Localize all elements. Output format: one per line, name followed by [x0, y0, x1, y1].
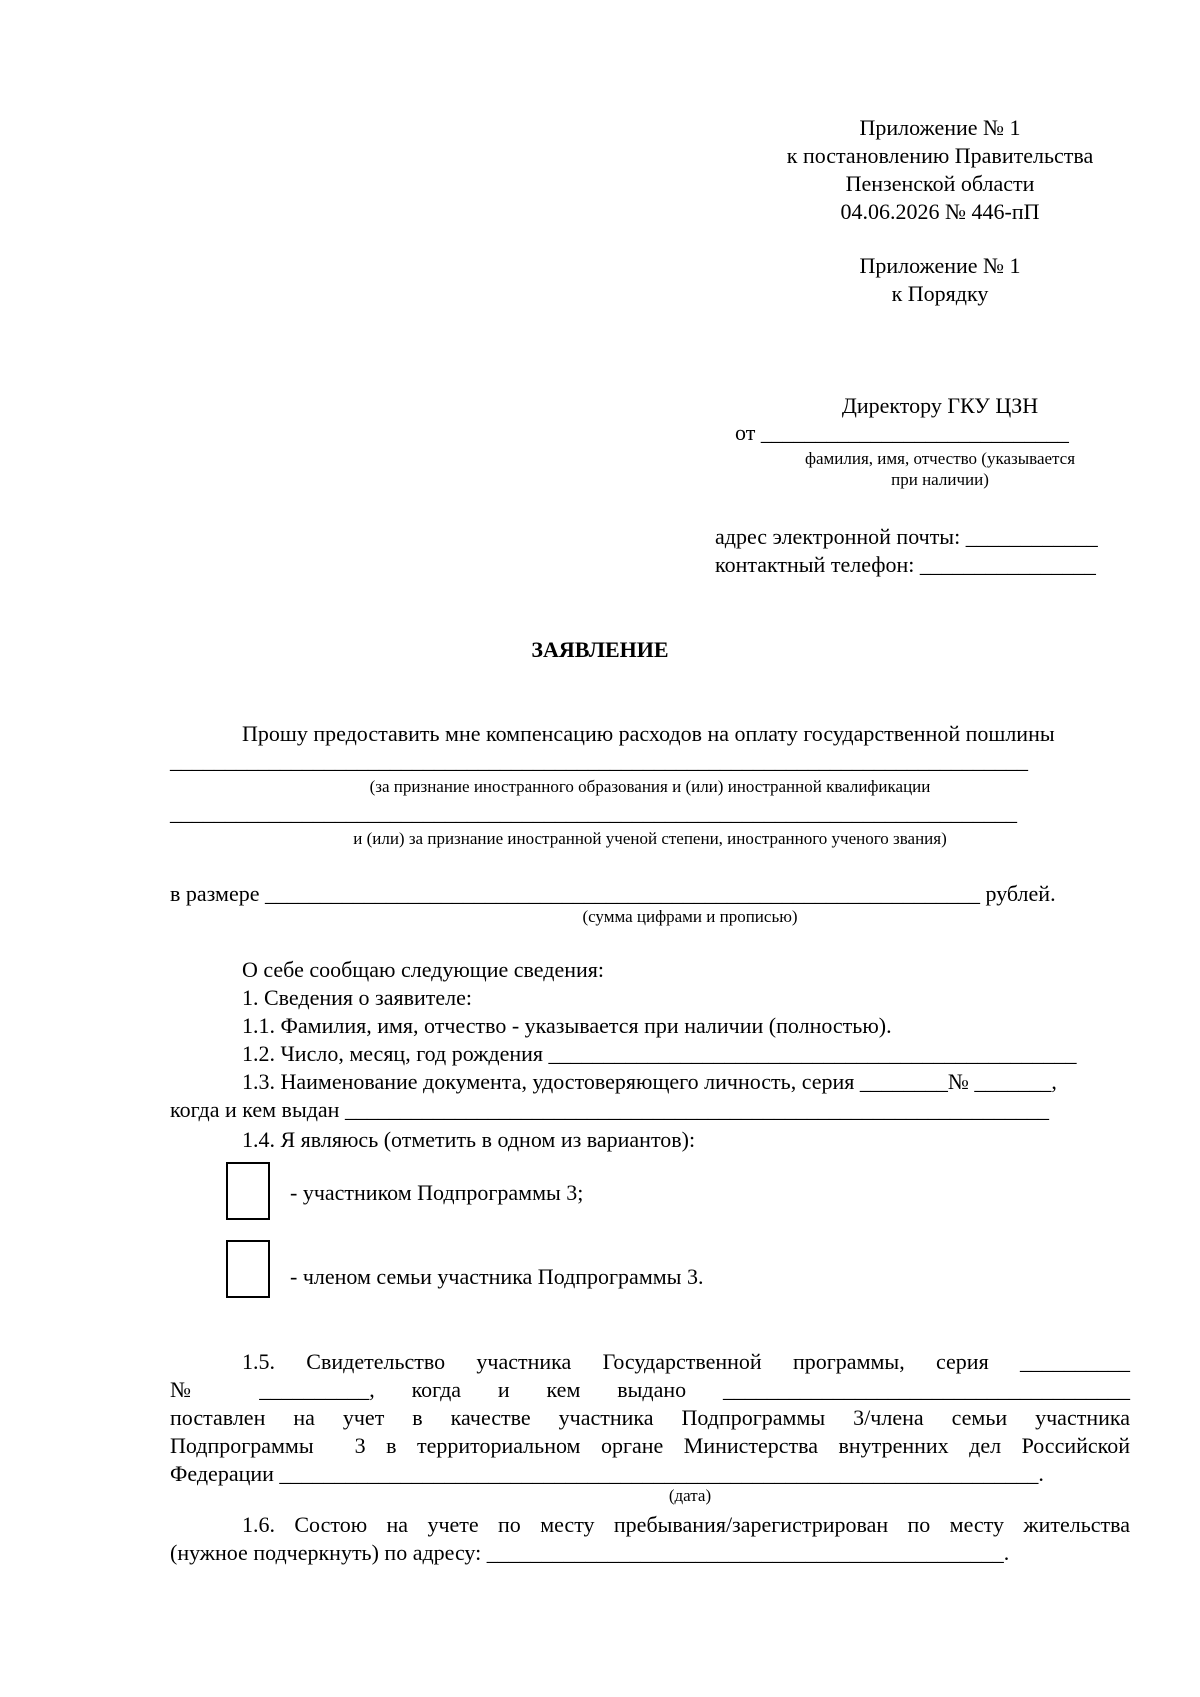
issued-by-field[interactable]: когда и кем выдан ________________________________________________________________: [170, 1097, 1049, 1122]
address-field[interactable]: (нужное подчеркнуть) по адресу: _______________________________________________.: [170, 1540, 1010, 1565]
certificate-field[interactable]: 1.5. Свидетельство участника Государственной программы, серия __________: [242, 1349, 1130, 1374]
phone-field[interactable]: контактный телефон: ________________: [715, 552, 1096, 577]
participant-checkbox[interactable]: [226, 1162, 270, 1220]
appendix-header-line: к постановлению Правительства: [786, 143, 1094, 168]
addressee-title: Директору ГКУ ЦЗН: [841, 393, 1039, 418]
section-1-5-text: поставлен на учет в качестве участника Подпрограммы 3/члена семьи участника: [170, 1405, 1130, 1430]
certificate-number-field[interactable]: № __________, когда и кем выдано _____________________________________: [170, 1377, 1130, 1402]
fee-hint: и (или) за признание иностранной ученой степени, иностранного ученого звания): [353, 829, 947, 848]
family-member-option-label: - членом семьи участника Подпрограммы 3.: [290, 1264, 704, 1289]
amount-hint: (сумма цифрами и прописью): [582, 907, 798, 926]
fee-hint: (за признание иностранного образования и (или) иностранной квалификации: [369, 777, 931, 796]
email-field[interactable]: адрес электронной почты: ____________: [715, 524, 1098, 549]
section-1-4: 1.4. Я являюсь (отметить в одном из вариантов):: [242, 1127, 696, 1152]
appendix-header-line: Приложение № 1: [859, 115, 1021, 140]
section-1-6-text: 1.6. Состою на учете по месту пребывания/зарегистрирован по месту жительства: [242, 1512, 1130, 1537]
appendix-header-line: Пензенской области: [845, 171, 1035, 196]
appendix-order-line: к Порядку: [891, 281, 989, 306]
from-field[interactable]: от ____________________________: [735, 420, 1069, 445]
appendix-header-line: 04.06.2026 № 446-пП: [840, 199, 1040, 224]
registration-date-field[interactable]: Федерации _____________________________________________________________________.: [170, 1461, 1044, 1486]
date-hint: (дата): [668, 1486, 712, 1505]
fio-hint: при наличии): [891, 470, 989, 489]
appendix-order-line: Приложение № 1: [859, 253, 1021, 278]
amount-field[interactable]: в размере _________________________________________________________________ рублей.: [170, 881, 1056, 906]
section-1-5-text: Подпрограммы 3 в территориальном органе Министерства внутренних дел Российской: [170, 1433, 1130, 1458]
section-1-1: 1.1. Фамилия, имя, отчество - указывается при наличии (полностью).: [242, 1013, 892, 1038]
fee-field-underline[interactable]: _____________________________________________________________________________: [170, 800, 1017, 825]
birth-date-field[interactable]: 1.2. Число, месяц, год рождения ________________________________________________: [242, 1041, 1077, 1066]
fio-hint: фамилия, имя, отчество (указывается: [804, 449, 1076, 468]
info-intro: О себе сообщаю следующие сведения:: [242, 957, 605, 982]
family-member-checkbox[interactable]: [226, 1240, 270, 1298]
section-1: 1. Сведения о заявителе:: [242, 985, 473, 1010]
document-title: ЗАЯВЛЕНИЕ: [531, 637, 669, 662]
id-document-field[interactable]: 1.3. Наименование документа, удостоверяющего личность, серия ________№ _______,: [242, 1069, 1057, 1094]
request-text: Прошу предоставить мне компенсацию расходов на оплату государственной пошлины: [242, 721, 1055, 746]
participant-option-label: - участником Подпрограммы 3;: [290, 1180, 584, 1205]
fee-field-underline[interactable]: ______________________________________________________________________________: [170, 748, 1028, 773]
